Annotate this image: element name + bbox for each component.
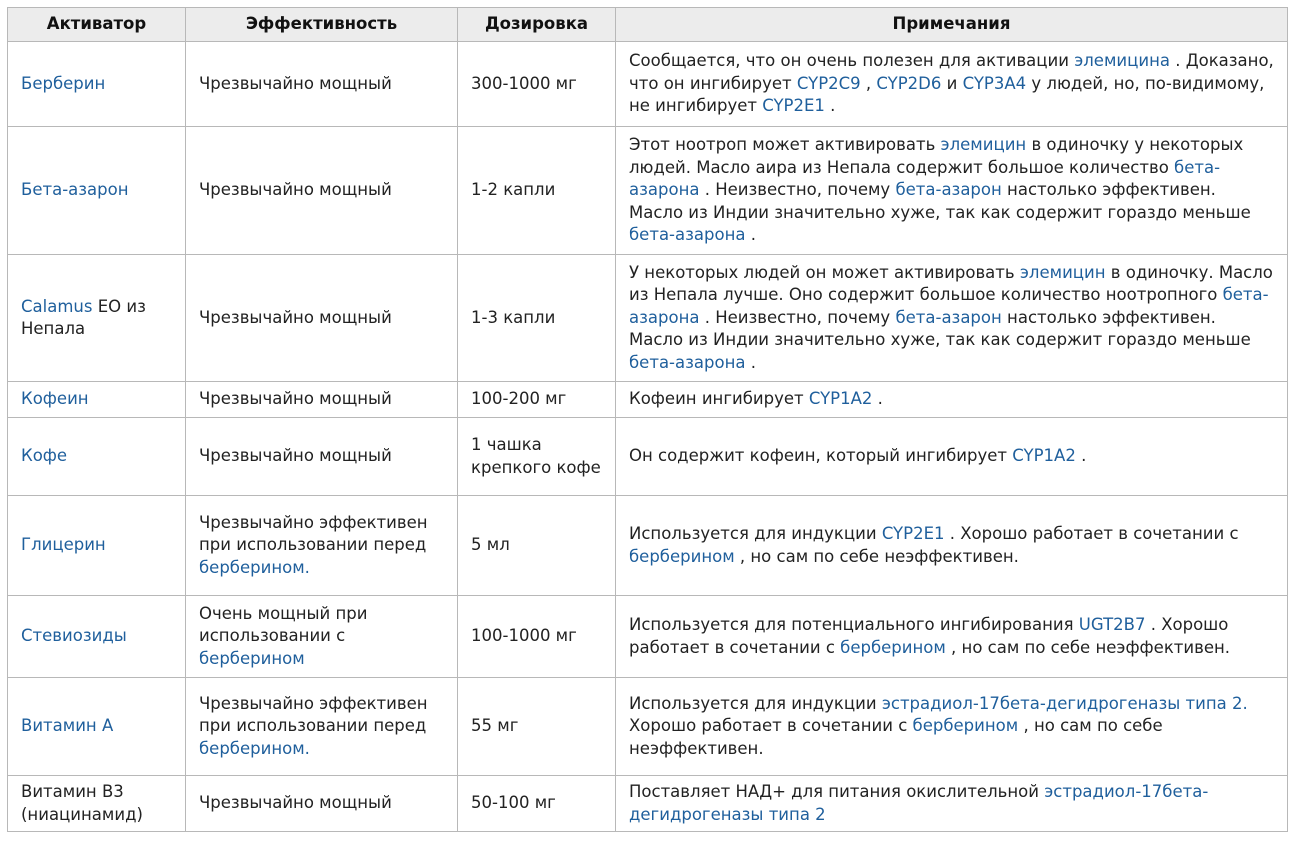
notes-cell [616, 382, 1288, 418]
cell-text: Сообщается, что он очень полезен для активации [629, 51, 1075, 71]
text-link[interactable]: бета-азарона [629, 352, 746, 372]
text-link[interactable]: Кофе [21, 446, 68, 466]
text-link[interactable]: UGT2B7 [1078, 615, 1146, 634]
notes-cell [616, 418, 1288, 496]
cell-text: Поставляет НАД+ для питания окислительной [629, 782, 1045, 801]
column-header-dosage: Дозировка [458, 8, 616, 42]
text-link[interactable]: бета-азарона [629, 285, 1269, 327]
text-link[interactable]: элемицин [1019, 262, 1106, 282]
table-row [8, 382, 1288, 418]
effectiveness-cell [186, 418, 458, 496]
cell-text: настолько эффективен. Масло из Индии значительно хуже, так как содержит гораздо меньше [629, 307, 1251, 350]
cell-text: у людей, но, по-видимому, не ингибирует [629, 73, 1265, 116]
text-link[interactable]: берберином [629, 546, 735, 566]
cell-text: У некоторых людей он может активировать [629, 262, 1020, 282]
text-link[interactable]: CYP2D6 [876, 73, 942, 93]
cell-text: . Хорошо работает в сочетании с [629, 615, 1229, 657]
dosage-cell [458, 382, 616, 418]
text-link[interactable]: Витамин А [21, 716, 114, 736]
cell-text: Он содержит кофеин, который ингибирует [629, 446, 1013, 466]
effectiveness-cell [186, 596, 458, 678]
cell-text: . Неизвестно, почему [699, 180, 896, 200]
cell-text: Витамин B3 (ниацинамид) [21, 782, 143, 824]
cell-text: Чрезвычайно мощный [199, 73, 392, 93]
cell-text: . Неизвестно, почему [699, 307, 896, 327]
text-link[interactable]: бета-азарон [895, 307, 1002, 327]
cell-text: . [745, 352, 756, 372]
text-link[interactable]: эстрадиол-17бета-дегидрогеназы типа 2 [629, 782, 1209, 824]
notes-cell [616, 255, 1288, 382]
activator-cell [8, 127, 186, 255]
notes-cell [616, 496, 1288, 596]
cell-text: . [745, 225, 756, 245]
cell-text: 50-100 мг [471, 793, 556, 813]
effectiveness-cell [186, 127, 458, 255]
column-header-notes: Примечания [616, 8, 1288, 42]
cell-text: . Хорошо работает в сочетании с [944, 524, 1239, 543]
cell-text: 1-3 капли [471, 307, 556, 327]
text-link[interactable]: Кофеин [21, 389, 89, 409]
text-link[interactable]: эстрадиол-17бета-дегидрогеназы типа 2. [881, 693, 1248, 713]
effectiveness-cell [186, 42, 458, 127]
table-row [8, 42, 1288, 127]
cell-text: Используется для индукции [629, 693, 882, 713]
cell-text: Чрезвычайно мощный [199, 389, 392, 409]
cell-text: Используется для потенциального ингибирования [629, 615, 1079, 634]
effectiveness-cell [186, 382, 458, 418]
dosage-cell [458, 596, 616, 678]
activator-cell [8, 678, 186, 776]
activator-cell [8, 596, 186, 678]
text-link[interactable]: бета-азарона [629, 157, 1221, 200]
text-link[interactable]: Бета-азарон [21, 180, 129, 200]
cell-text: , но сам по себе неэффективен. [945, 637, 1231, 657]
cell-text: , но сам по себе неэффективен. [629, 716, 1163, 758]
cell-text: и [941, 73, 963, 93]
activator-cell [8, 418, 186, 496]
text-link[interactable]: CYP2E1 [762, 96, 825, 116]
cell-text: Чрезвычайно мощный [199, 446, 392, 466]
text-link[interactable]: берберином. [199, 738, 310, 758]
dosage-cell [458, 255, 616, 382]
text-link[interactable]: Calamus [21, 296, 93, 316]
cell-text: Хорошо работает в сочетании с [629, 716, 913, 736]
cell-text: 100-1000 мг [471, 626, 577, 646]
cell-text: Чрезвычайно эффективен при использовании перед [199, 693, 428, 736]
cell-text: EO из Непала [21, 296, 146, 338]
table-row [8, 496, 1288, 596]
notes-cell [616, 127, 1288, 255]
table-header-row [8, 8, 1288, 42]
cell-text: в одиночку. Масло из Непала лучше. Оно содержит большое количество ноотропного [629, 262, 1273, 305]
dosage-cell [458, 42, 616, 127]
text-link[interactable]: CYP1A2 [808, 389, 873, 409]
dosage-cell [458, 678, 616, 776]
table-row [8, 678, 1288, 776]
cell-text: 5 мл [471, 535, 510, 555]
text-link[interactable]: бета-азарон [895, 180, 1002, 200]
cell-text: 55 мг [471, 716, 519, 736]
text-link[interactable]: Глицерин [21, 535, 106, 555]
cell-text: . [824, 96, 836, 116]
cell-text: Чрезвычайно мощный [199, 307, 392, 327]
cell-text: настолько эффективен. Масло из Индии значительно хуже, так как содержит гораздо меньше [629, 180, 1251, 222]
table-row [8, 776, 1288, 832]
effectiveness-cell [186, 678, 458, 776]
table-body [8, 42, 1288, 832]
activator-cell [8, 382, 186, 418]
column-header-activator: Активатор [8, 8, 186, 42]
column-header-effectiveness: Эффективность [186, 8, 458, 42]
text-link[interactable]: берберином. [199, 557, 310, 577]
cell-text: Чрезвычайно мощный [199, 793, 392, 813]
dosage-cell [458, 776, 616, 832]
text-link[interactable]: берберином [912, 716, 1019, 736]
cell-text: Очень мощный при использовании с [199, 603, 368, 646]
table-row [8, 596, 1288, 678]
cell-text: 1 чашка крепкого кофе [471, 435, 601, 477]
notes-cell [616, 596, 1288, 678]
text-link[interactable]: Стевиозиды [21, 626, 127, 646]
table-row [8, 255, 1288, 382]
effectiveness-cell [186, 255, 458, 382]
cell-text: Этот ноотроп может активировать [629, 135, 941, 155]
cell-text: . [872, 389, 883, 409]
activator-cell [8, 776, 186, 832]
activator-cell [8, 42, 186, 127]
cell-text: 100-200 мг [471, 389, 567, 409]
text-link[interactable]: CYP2C9 [796, 73, 861, 93]
cell-text: Чрезвычайно эффективен при использовании перед [199, 512, 428, 555]
cell-text: 1-2 капли [471, 180, 556, 200]
text-link[interactable]: Берберин [21, 73, 106, 93]
text-link[interactable]: берберином [199, 648, 305, 668]
cell-text: в одиночку у некоторых людей. Масло аира из Непала содержит большое количество [629, 135, 1244, 177]
dosage-cell [458, 418, 616, 496]
text-link[interactable]: CYP3A4 [962, 73, 1027, 93]
cell-text: Используется для индукции [629, 524, 882, 543]
cell-text: , [860, 73, 877, 93]
dosage-cell [458, 127, 616, 255]
cell-text: 300-1000 мг [471, 73, 577, 93]
text-link[interactable]: берберином [840, 637, 946, 657]
text-link[interactable]: элемицин [940, 135, 1027, 155]
cell-text: . Доказано, что он ингибирует [629, 51, 1274, 93]
text-link[interactable]: CYP1A2 [1012, 446, 1076, 466]
cell-text: Чрезвычайно мощный [199, 180, 392, 200]
cell-text: . [1075, 446, 1087, 466]
notes-cell [616, 42, 1288, 127]
text-link[interactable]: элемицина [1074, 51, 1170, 71]
activators-table [7, 7, 1288, 832]
dosage-cell [458, 496, 616, 596]
activator-cell [8, 255, 186, 382]
effectiveness-cell [186, 776, 458, 832]
notes-cell [616, 678, 1288, 776]
activator-cell [8, 496, 186, 596]
cell-text: Кофеин ингибирует [629, 389, 809, 409]
text-link[interactable]: CYP2E1 [881, 524, 945, 543]
text-link[interactable]: бета-азарона [629, 225, 746, 245]
effectiveness-cell [186, 496, 458, 596]
table-row [8, 418, 1288, 496]
cell-text: , но сам по себе неэффективен. [734, 546, 1019, 566]
notes-cell [616, 776, 1288, 832]
table-row [8, 127, 1288, 255]
